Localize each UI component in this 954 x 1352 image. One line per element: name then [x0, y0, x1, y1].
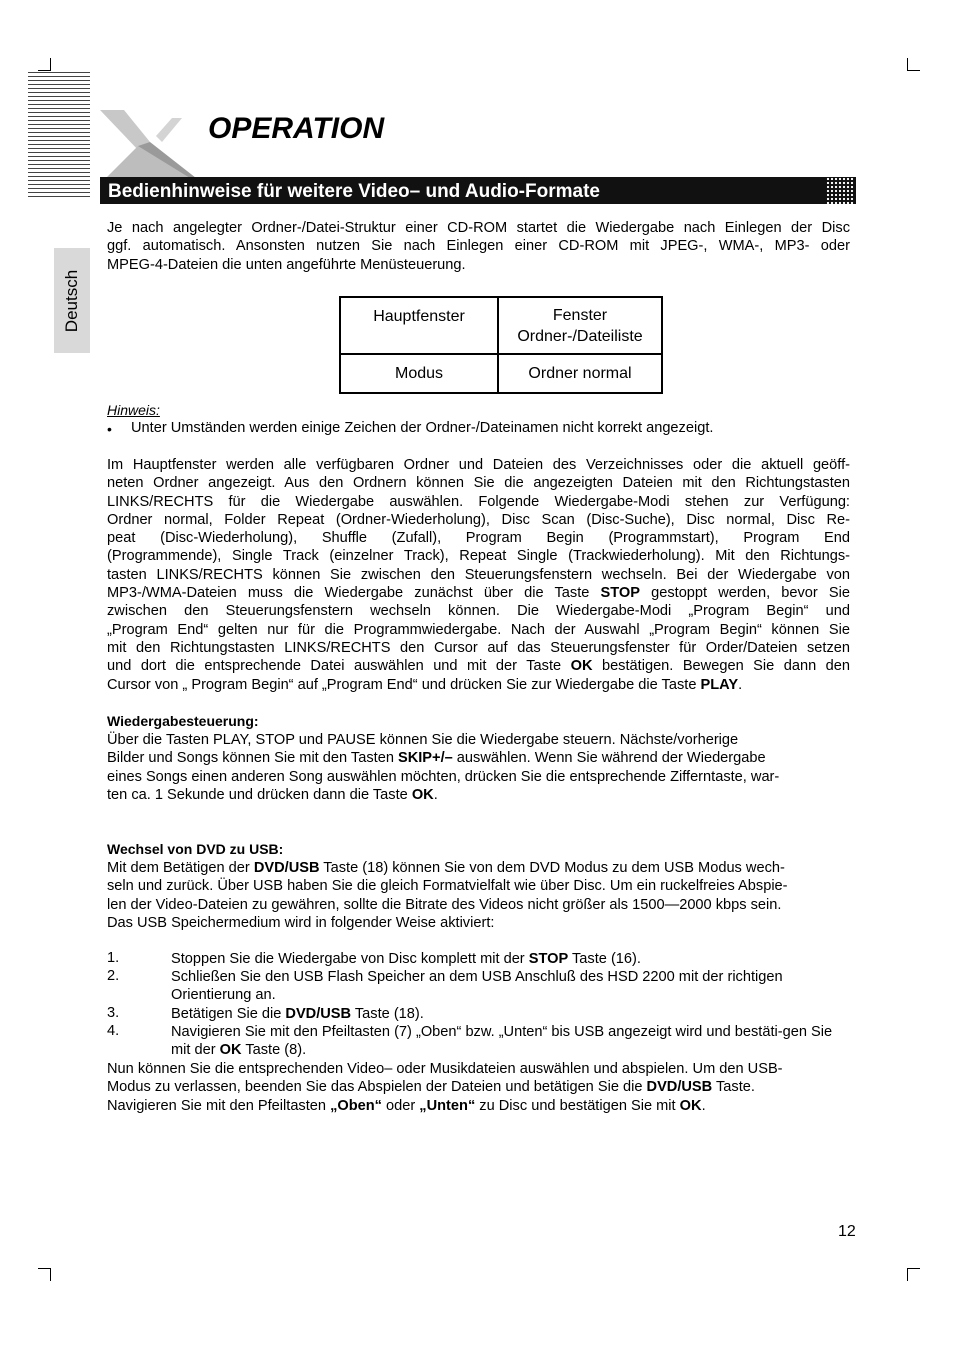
main-line: Im Hauptfenster werden alle verfügbaren Ordner und Dateien des Verzeichnisses oder die aktuell geöff- [107, 457, 850, 473]
table-cell-mode: Modus [340, 354, 498, 393]
step-number: 2. [107, 968, 120, 984]
note-label: Hinweis: [107, 402, 160, 418]
step-text: Schließen Sie den USB Flash Speicher an dem USB Anschluß des HSD 2200 mit der richtigen Orientierung an. [171, 969, 783, 1004]
usb-line: Mit dem Betätigen der DVD/USB Taste (18) können Sie von dem DVD Modus zu dem USB Modus wech- [107, 860, 785, 876]
brand-x-logo [98, 108, 198, 180]
intro-line-3: MPEG-4-Dateien die unten angeführte Menüsteuerung. [107, 256, 466, 273]
bullet-icon: • [107, 421, 112, 437]
main-line: Ordner normal, Folder Repeat (Ordner-Wiederholung), Disc Scan (Disc-Suche), Disc normal, Disc Re- [107, 511, 850, 528]
main-paragraph [107, 456, 850, 694]
header-stripes [28, 72, 90, 200]
dot-pattern-icon [826, 177, 854, 204]
intro-line-1: Je nach angelegter Ordner-/Datei-Struktur einer CD-ROM startet die Wiedergabe nach Einlegen der Disc [107, 220, 850, 236]
usb-closing-paragraph [107, 1060, 850, 1115]
step-text: Betätigen Sie die DVD/USB Taste (18). [171, 1006, 424, 1022]
step-text: Navigieren Sie mit den Pfeiltasten (7) „Oben“ bzw. „Unten“ bis USB angezeigt wird und bestäti-gen Sie mit der OK Taste (8). [171, 1024, 833, 1059]
table-cell-folder-list: Fenster Ordner-/Dateiliste [498, 297, 662, 354]
step-text: Stoppen Sie die Wiedergabe von Disc komplett mit der STOP Taste (16). [171, 951, 641, 967]
closing-line: Modus zu verlassen, beenden Sie das Abspielen der Dateien und betätigen Sie die DVD/USB Taste. [107, 1079, 755, 1096]
main-line: peat (Disc-Wiederholung), Shuffle (Zufall), Program Begin (Programmstart), Program End [107, 530, 850, 547]
main-line: mit den Richtungstasten LINKS/RECHTS den Cursor auf das Steuerungsfenster für Order/Dateien setzen [107, 639, 850, 656]
step-number: 4. [107, 1023, 120, 1039]
usb-line: len der Video-Dateien zu gewähren, sollte die Bitrate des Videos nicht größer als 1500—2000 kbps sein. [107, 896, 782, 913]
step-number: 1. [107, 950, 120, 966]
usb-line: Das USB Speichermedium wird in folgender Weise aktiviert: [107, 914, 495, 931]
main-line: (Programmende), Single Track (einzelner Track), Repeat Single (Trackwiederholung). Mit den Richtungs- [107, 548, 850, 565]
main-line: tasten LINKS/RECHTS können Sie zwischen den Steuerungsfenstern wechseln. Bei der Wiedergabe von [107, 566, 850, 583]
closing-line: Nun können Sie die entsprechenden Video– oder Musikdateien auswählen und abspielen. Um den USB- [107, 1061, 783, 1077]
main-line: Cursor von „ Program Begin“ auf „Program End“ und drücken Sie zur Wiedergabe die Taste PLAY. [107, 676, 743, 693]
main-line: zwischen den Steuerungsfenstern wechseln können. Die Wiedergabe-Modi „Program Begin“ und [107, 603, 850, 620]
intro-paragraph [107, 219, 850, 274]
language-tab-label: Deutsch [62, 269, 81, 332]
section-header-bar [100, 177, 856, 204]
usb-line: seln und zurück. Über USB haben Sie die gleich Formatvielfalt wie über Disc. Um ein ruckelfreies Abspie- [107, 878, 788, 895]
crop-mark-top-left [38, 58, 51, 71]
playback-heading: Wiedergabesteuerung: [107, 713, 259, 729]
playback-line: Bilder und Songs können Sie mit den Tasten SKIP+/– auswählen. Wenn Sie während der Wiedergabe [107, 750, 766, 767]
closing-line: Navigieren Sie mit den Pfeiltasten „Oben“ oder „Unten“ zu Disc und bestätigen Sie mit OK. [107, 1097, 706, 1114]
main-line: neten Ordner angezeigt. Aus den Ordnern können Sie die angezeigten Dateien mit den Richtungstasten [107, 475, 850, 492]
usb-paragraph [107, 859, 850, 932]
page-number: 12 [838, 1223, 856, 1240]
usb-heading: Wechsel von DVD zu USB: [107, 841, 284, 857]
crop-mark-bottom-left [38, 1268, 51, 1281]
step-number: 3. [107, 1005, 120, 1021]
crop-mark-bottom-right [907, 1268, 920, 1281]
language-tab [54, 248, 90, 353]
page-title: OPERATION [208, 112, 385, 145]
table-cell-main-window: Hauptfenster [340, 297, 498, 354]
menu-table [339, 296, 663, 394]
main-line: „Program End“ gelten nur für die Programmwiedergabe. Nach der Auswahl „Program Begin“ können Sie [107, 621, 850, 638]
crop-mark-top-right [907, 58, 920, 71]
playback-paragraph [107, 731, 850, 804]
table-cell-folder-normal: Ordner normal [498, 354, 662, 393]
section-title: Bedienhinweise für weitere Video– und Audio-Formate [108, 181, 600, 202]
playback-line: eines Songs einen anderen Song auswählen möchten, drücken Sie die entsprechende Zifferntaste, war- [107, 768, 780, 785]
note-text: Unter Umständen werden einige Zeichen der Ordner-/Dateinamen nicht korrekt angezeigt. [131, 420, 714, 436]
intro-line-2: ggf. automatisch. Ansonsten nutzen Sie nach Einlegen einer CD-ROM mit JPEG-, WMA-, MP3- oder [107, 238, 850, 255]
main-line: LINKS/RECHTS für die Wiedergabe auswählen. Folgende Wiedergabe-Modi stehen zur Verfügung: [107, 493, 850, 510]
playback-line: Über die Tasten PLAY, STOP und PAUSE können Sie die Wiedergabe steuern. Nächste/vorherige [107, 732, 739, 748]
playback-line: ten ca. 1 Sekunde und drücken dann die Taste OK. [107, 786, 438, 803]
main-line: und dort die entsprechende Datei auswählen und mit der Taste OK bestätigen. Bewegen Sie dann den [107, 658, 850, 675]
main-line: MP3-/WMA-Dateien muss die Wiedergabe zunächst über die Taste STOP gestoppt werden, bevor Sie [107, 585, 850, 602]
